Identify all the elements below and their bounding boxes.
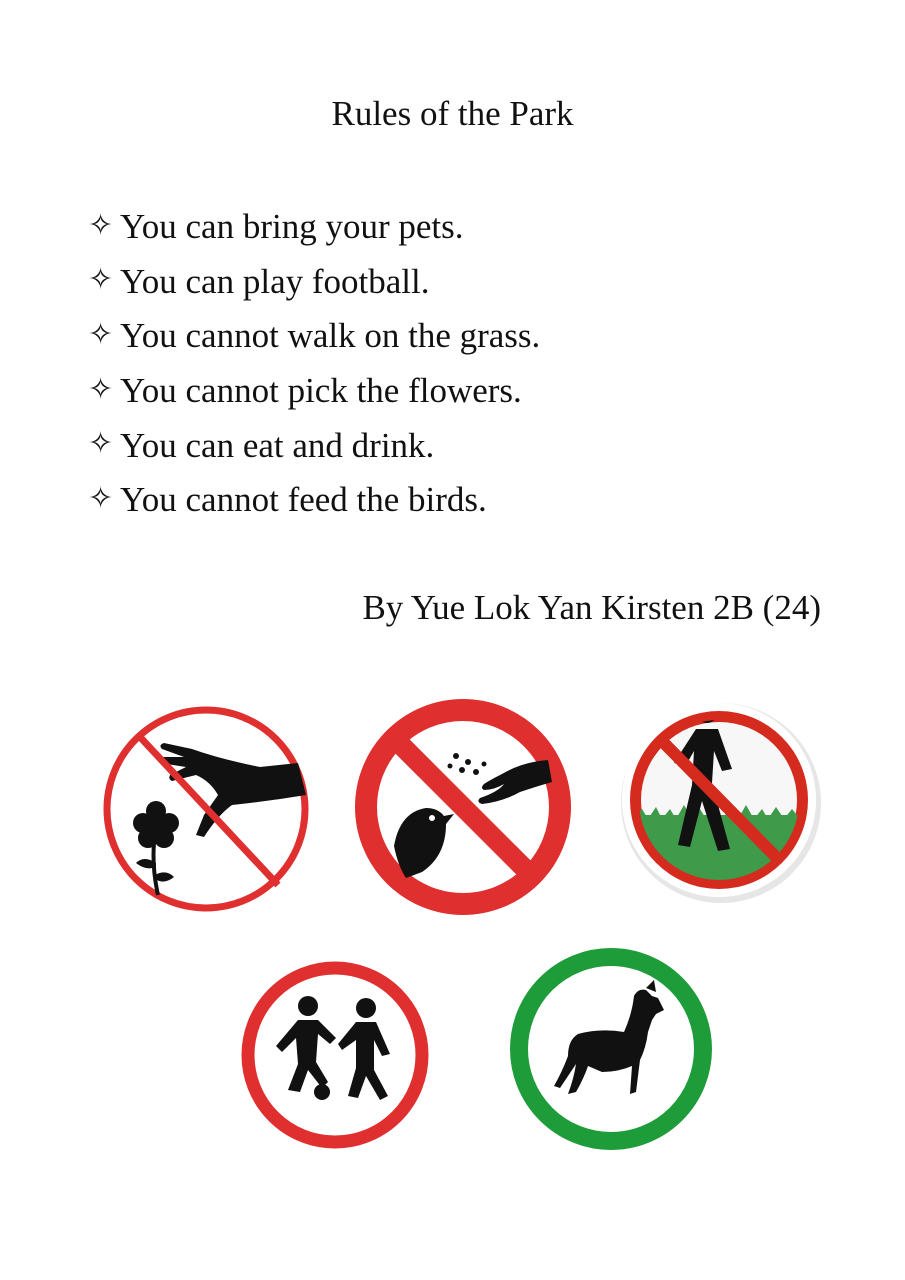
rule-text: You can play football.: [120, 261, 430, 301]
star-bullet-icon: ✧: [88, 316, 114, 352]
star-bullet-icon: ✧: [88, 207, 114, 243]
pets-allowed-sign: [506, 944, 716, 1154]
rule-text: You can eat and drink.: [120, 425, 435, 465]
person-walking-on-grass-icon: [614, 697, 828, 911]
rule-text: You cannot pick the flowers.: [120, 371, 522, 411]
star-bullet-icon: ✧: [88, 426, 114, 462]
hand-picking-flower-icon: [100, 703, 312, 915]
hand-feeding-bird-icon: [352, 696, 574, 918]
playing-football-sign: [238, 958, 432, 1152]
rule-text: You cannot walk on the grass.: [120, 316, 541, 356]
author-byline: By Yue Lok Yan Kirsten 2B (24): [362, 588, 821, 627]
rule-text: You can bring your pets.: [120, 207, 464, 247]
no-picking-flowers-sign: [100, 703, 312, 915]
star-bullet-icon: ✧: [88, 371, 114, 407]
rules-list: [88, 200, 540, 528]
no-feeding-birds-sign: [352, 696, 574, 918]
rule-item: [88, 309, 540, 364]
no-walking-on-grass-sign: [614, 697, 828, 911]
rule-item: [88, 418, 540, 473]
star-bullet-icon: ✧: [88, 480, 114, 516]
page-title: Rules of the Park: [331, 94, 574, 133]
children-playing-football-icon: [238, 958, 432, 1152]
star-bullet-icon: ✧: [88, 262, 114, 298]
dog-icon: [506, 944, 716, 1154]
rule-item: [88, 473, 540, 528]
rule-text: You cannot feed the birds.: [120, 480, 487, 520]
rule-item: [88, 200, 540, 255]
rule-item: [88, 255, 540, 310]
rule-item: [88, 364, 540, 419]
